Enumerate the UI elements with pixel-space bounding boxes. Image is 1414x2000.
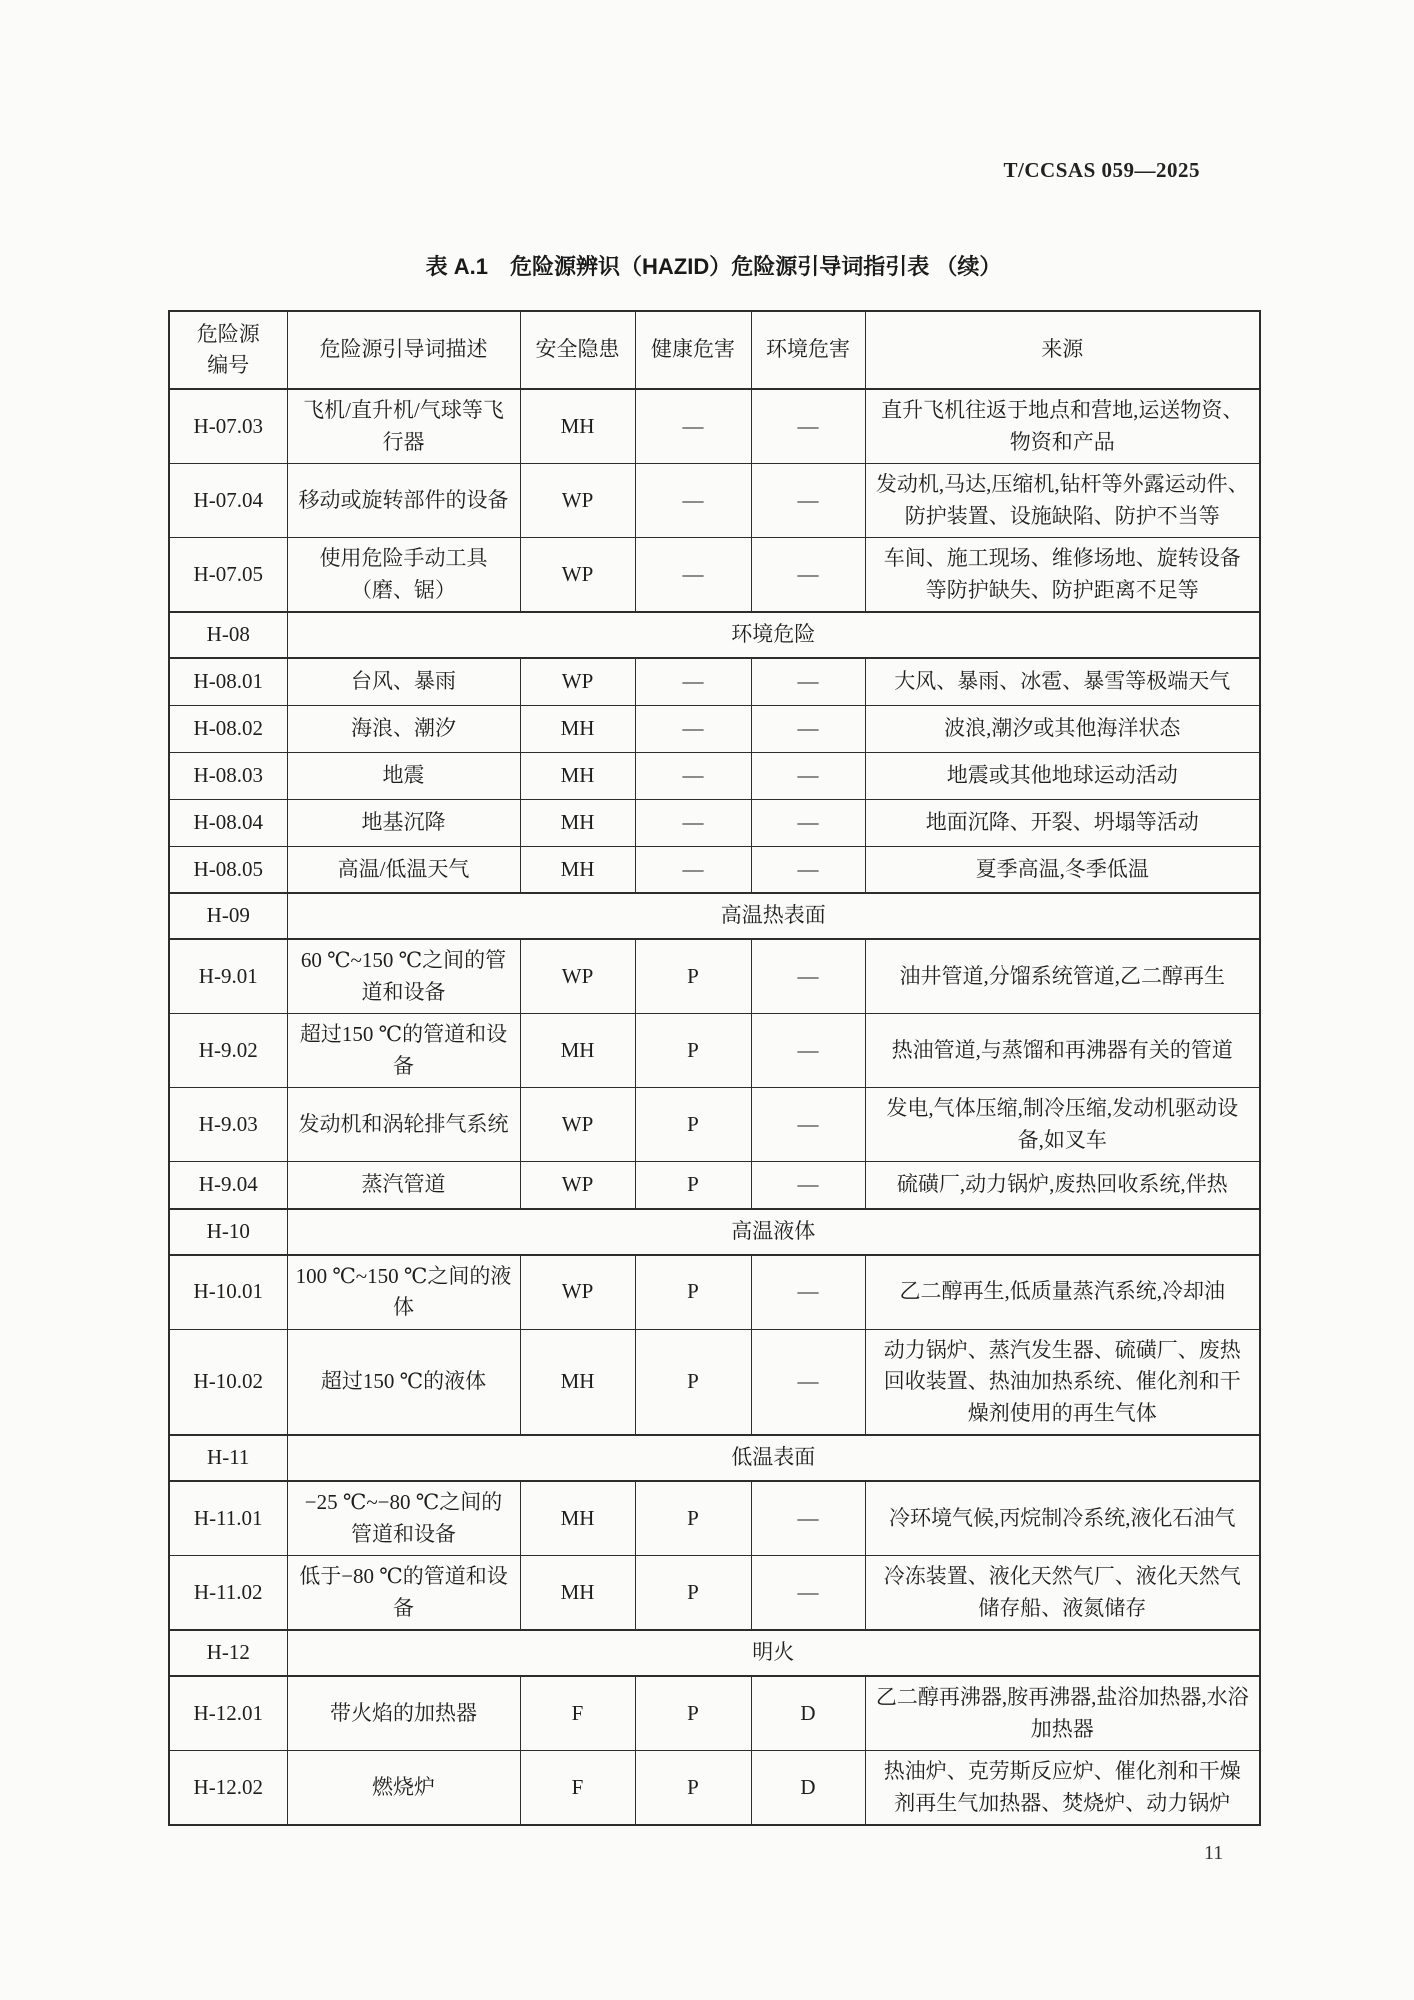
table-title: 表 A.1 危险源辨识（HAZID）危险源引导词指引表 （续） (425, 254, 1002, 279)
cell-source: 冷冻装置、液化天然气厂、液化天然气储存船、液氮储存 (865, 1556, 1260, 1631)
cell-hazard-id: H-11.02 (169, 1556, 287, 1631)
table-row (169, 799, 1260, 846)
header-row (169, 311, 1260, 389)
cell-safety: MH (520, 1556, 635, 1631)
cell-safety: F (520, 1676, 635, 1751)
cell-health: P (635, 1088, 751, 1162)
cell-description: 蒸汽管道 (287, 1162, 520, 1209)
column-header-environment: 环境危害 (751, 311, 865, 389)
cell-environment: — (751, 1481, 865, 1556)
cell-hazard-id: H-08.03 (169, 752, 287, 799)
cell-environment: — (751, 1088, 865, 1162)
table-row (169, 538, 1260, 613)
column-header-hazard-id: 危险源编号 (169, 311, 287, 389)
cell-source: 发动机,马达,压缩机,钻杆等外露运动件、防护装置、设施缺陷、防护不当等 (865, 464, 1260, 538)
cell-safety: MH (520, 1481, 635, 1556)
cell-source: 油井管道,分馏系统管道,乙二醇再生 (865, 939, 1260, 1014)
cell-safety: MH (520, 389, 635, 464)
cell-hazard-id: H-9.01 (169, 939, 287, 1014)
cell-hazard-id: H-12 (169, 1630, 287, 1676)
cell-source: 乙二醇再沸器,胺再沸器,盐浴加热器,水浴加热器 (865, 1676, 1260, 1751)
table-row (169, 1162, 1260, 1209)
cell-safety: MH (520, 846, 635, 893)
cell-hazard-id: H-07.05 (169, 538, 287, 613)
cell-description: 带火焰的加热器 (287, 1676, 520, 1751)
cell-description: 100 ℃~150 ℃之间的液体 (287, 1255, 520, 1330)
cell-environment: — (751, 658, 865, 705)
cell-safety: WP (520, 1255, 635, 1330)
cell-health: P (635, 1329, 751, 1435)
cell-source: 地震或其他地球运动活动 (865, 752, 1260, 799)
cell-description: −25 ℃~−80 ℃之间的管道和设备 (287, 1481, 520, 1556)
cell-health: — (635, 752, 751, 799)
column-header-safety: 安全隐患 (520, 311, 635, 389)
cell-source: 发电,气体压缩,制冷压缩,发动机驱动设备,如叉车 (865, 1088, 1260, 1162)
cell-source: 直升飞机往返于地点和营地,运送物资、物资和产品 (865, 389, 1260, 464)
table-row (169, 1014, 1260, 1088)
cell-safety: MH (520, 799, 635, 846)
cell-health: P (635, 1556, 751, 1631)
cell-health: P (635, 1676, 751, 1751)
cell-environment: — (751, 1255, 865, 1330)
cell-source: 大风、暴雨、冰雹、暴雪等极端天气 (865, 658, 1260, 705)
table-row (169, 1556, 1260, 1631)
cell-description: 超过150 ℃的管道和设备 (287, 1014, 520, 1088)
cell-description: 燃烧炉 (287, 1751, 520, 1826)
cell-source: 动力锅炉、蒸汽发生器、硫磺厂、废热回收装置、热油加热系统、催化剂和干燥剂使用的再生气体 (865, 1329, 1260, 1435)
section-row (169, 1435, 1260, 1481)
table-row (169, 752, 1260, 799)
cell-source: 热油管道,与蒸馏和再沸器有关的管道 (865, 1014, 1260, 1088)
cell-health: — (635, 705, 751, 752)
cell-environment: — (751, 389, 865, 464)
cell-hazard-id: H-08.05 (169, 846, 287, 893)
cell-health: — (635, 658, 751, 705)
cell-description: 台风、暴雨 (287, 658, 520, 705)
cell-environment: — (751, 799, 865, 846)
cell-environment: — (751, 538, 865, 613)
cell-safety: WP (520, 1088, 635, 1162)
cell-description: 移动或旋转部件的设备 (287, 464, 520, 538)
cell-hazard-id: H-10.01 (169, 1255, 287, 1330)
cell-hazard-id: H-11.01 (169, 1481, 287, 1556)
cell-hazard-id: H-08.04 (169, 799, 287, 846)
cell-source: 夏季高温,冬季低温 (865, 846, 1260, 893)
cell-safety: WP (520, 658, 635, 705)
cell-safety: F (520, 1751, 635, 1826)
cell-environment: — (751, 752, 865, 799)
cell-hazard-id: H-12.01 (169, 1676, 287, 1751)
cell-environment: — (751, 1162, 865, 1209)
table-row (169, 464, 1260, 538)
cell-description: 使用危险手动工具（磨、锯） (287, 538, 520, 613)
section-row (169, 612, 1260, 658)
hazid-table (168, 310, 1261, 1826)
cell-environment: — (751, 846, 865, 893)
table-row (169, 705, 1260, 752)
table-row (169, 846, 1260, 893)
column-header-health: 健康危害 (635, 311, 751, 389)
column-header-description: 危险源引导词描述 (287, 311, 520, 389)
cell-description: 地震 (287, 752, 520, 799)
table-row (169, 1088, 1260, 1162)
cell-section-label: 低温表面 (287, 1435, 1260, 1481)
cell-description: 飞机/直升机/气球等飞行器 (287, 389, 520, 464)
cell-section-label: 高温液体 (287, 1209, 1260, 1255)
cell-source: 车间、施工现场、维修场地、旋转设备等防护缺失、防护距离不足等 (865, 538, 1260, 613)
cell-description: 60 ℃~150 ℃之间的管道和设备 (287, 939, 520, 1014)
table-row (169, 939, 1260, 1014)
cell-section-label: 环境危险 (287, 612, 1260, 658)
cell-health: — (635, 846, 751, 893)
cell-health: P (635, 1014, 751, 1088)
cell-safety: WP (520, 538, 635, 613)
table-row (169, 1329, 1260, 1435)
cell-hazard-id: H-9.04 (169, 1162, 287, 1209)
table-row (169, 1255, 1260, 1330)
cell-health: — (635, 799, 751, 846)
cell-health: — (635, 389, 751, 464)
cell-description: 超过150 ℃的液体 (287, 1329, 520, 1435)
cell-hazard-id: H-10.02 (169, 1329, 287, 1435)
cell-safety: MH (520, 1014, 635, 1088)
cell-health: — (635, 538, 751, 613)
cell-source: 地面沉降、开裂、坍塌等活动 (865, 799, 1260, 846)
table-row (169, 1751, 1260, 1826)
cell-health: P (635, 1751, 751, 1826)
cell-environment: — (751, 705, 865, 752)
cell-hazard-id: H-08.02 (169, 705, 287, 752)
cell-section-label: 明火 (287, 1630, 1260, 1676)
cell-hazard-id: H-10 (169, 1209, 287, 1255)
cell-safety: MH (520, 1329, 635, 1435)
section-row (169, 893, 1260, 939)
cell-description: 地基沉降 (287, 799, 520, 846)
cell-source: 冷环境气候,丙烷制冷系统,液化石油气 (865, 1481, 1260, 1556)
cell-source: 热油炉、克劳斯反应炉、催化剂和干燥剂再生气加热器、焚烧炉、动力锅炉 (865, 1751, 1260, 1826)
cell-hazard-id: H-07.03 (169, 389, 287, 464)
cell-environment: — (751, 1329, 865, 1435)
cell-safety: WP (520, 1162, 635, 1209)
cell-environment: — (751, 939, 865, 1014)
table-row (169, 658, 1260, 705)
cell-hazard-id: H-08 (169, 612, 287, 658)
cell-environment: — (751, 1014, 865, 1088)
table-row (169, 1481, 1260, 1556)
cell-health: P (635, 939, 751, 1014)
cell-environment: D (751, 1676, 865, 1751)
cell-description: 发动机和涡轮排气系统 (287, 1088, 520, 1162)
cell-health: — (635, 464, 751, 538)
cell-section-label: 高温热表面 (287, 893, 1260, 939)
cell-safety: MH (520, 752, 635, 799)
cell-safety: WP (520, 939, 635, 1014)
table-row (169, 389, 1260, 464)
cell-safety: WP (520, 464, 635, 538)
cell-hazard-id: H-08.01 (169, 658, 287, 705)
cell-hazard-id: H-9.03 (169, 1088, 287, 1162)
table-row (169, 1676, 1260, 1751)
section-row (169, 1630, 1260, 1676)
cell-environment: — (751, 464, 865, 538)
column-header-source: 来源 (865, 311, 1260, 389)
cell-source: 硫磺厂,动力锅炉,废热回收系统,伴热 (865, 1162, 1260, 1209)
cell-safety: MH (520, 705, 635, 752)
cell-description: 低于−80 ℃的管道和设备 (287, 1556, 520, 1631)
section-row (169, 1209, 1260, 1255)
cell-hazard-id: H-07.04 (169, 464, 287, 538)
cell-hazard-id: H-9.02 (169, 1014, 287, 1088)
doc-code: T/CCSAS 059—2025 (1003, 158, 1200, 182)
cell-source: 波浪,潮汐或其他海洋状态 (865, 705, 1260, 752)
cell-health: P (635, 1162, 751, 1209)
cell-hazard-id: H-11 (169, 1435, 287, 1481)
cell-environment: D (751, 1751, 865, 1826)
cell-hazard-id: H-09 (169, 893, 287, 939)
cell-source: 乙二醇再生,低质量蒸汽系统,冷却油 (865, 1255, 1260, 1330)
cell-health: P (635, 1481, 751, 1556)
cell-health: P (635, 1255, 751, 1330)
cell-description: 海浪、潮汐 (287, 705, 520, 752)
cell-hazard-id: H-12.02 (169, 1751, 287, 1826)
cell-description: 高温/低温天气 (287, 846, 520, 893)
cell-environment: — (751, 1556, 865, 1631)
page-number: 11 (1204, 1842, 1224, 1864)
hazid-table-body (169, 389, 1260, 1825)
